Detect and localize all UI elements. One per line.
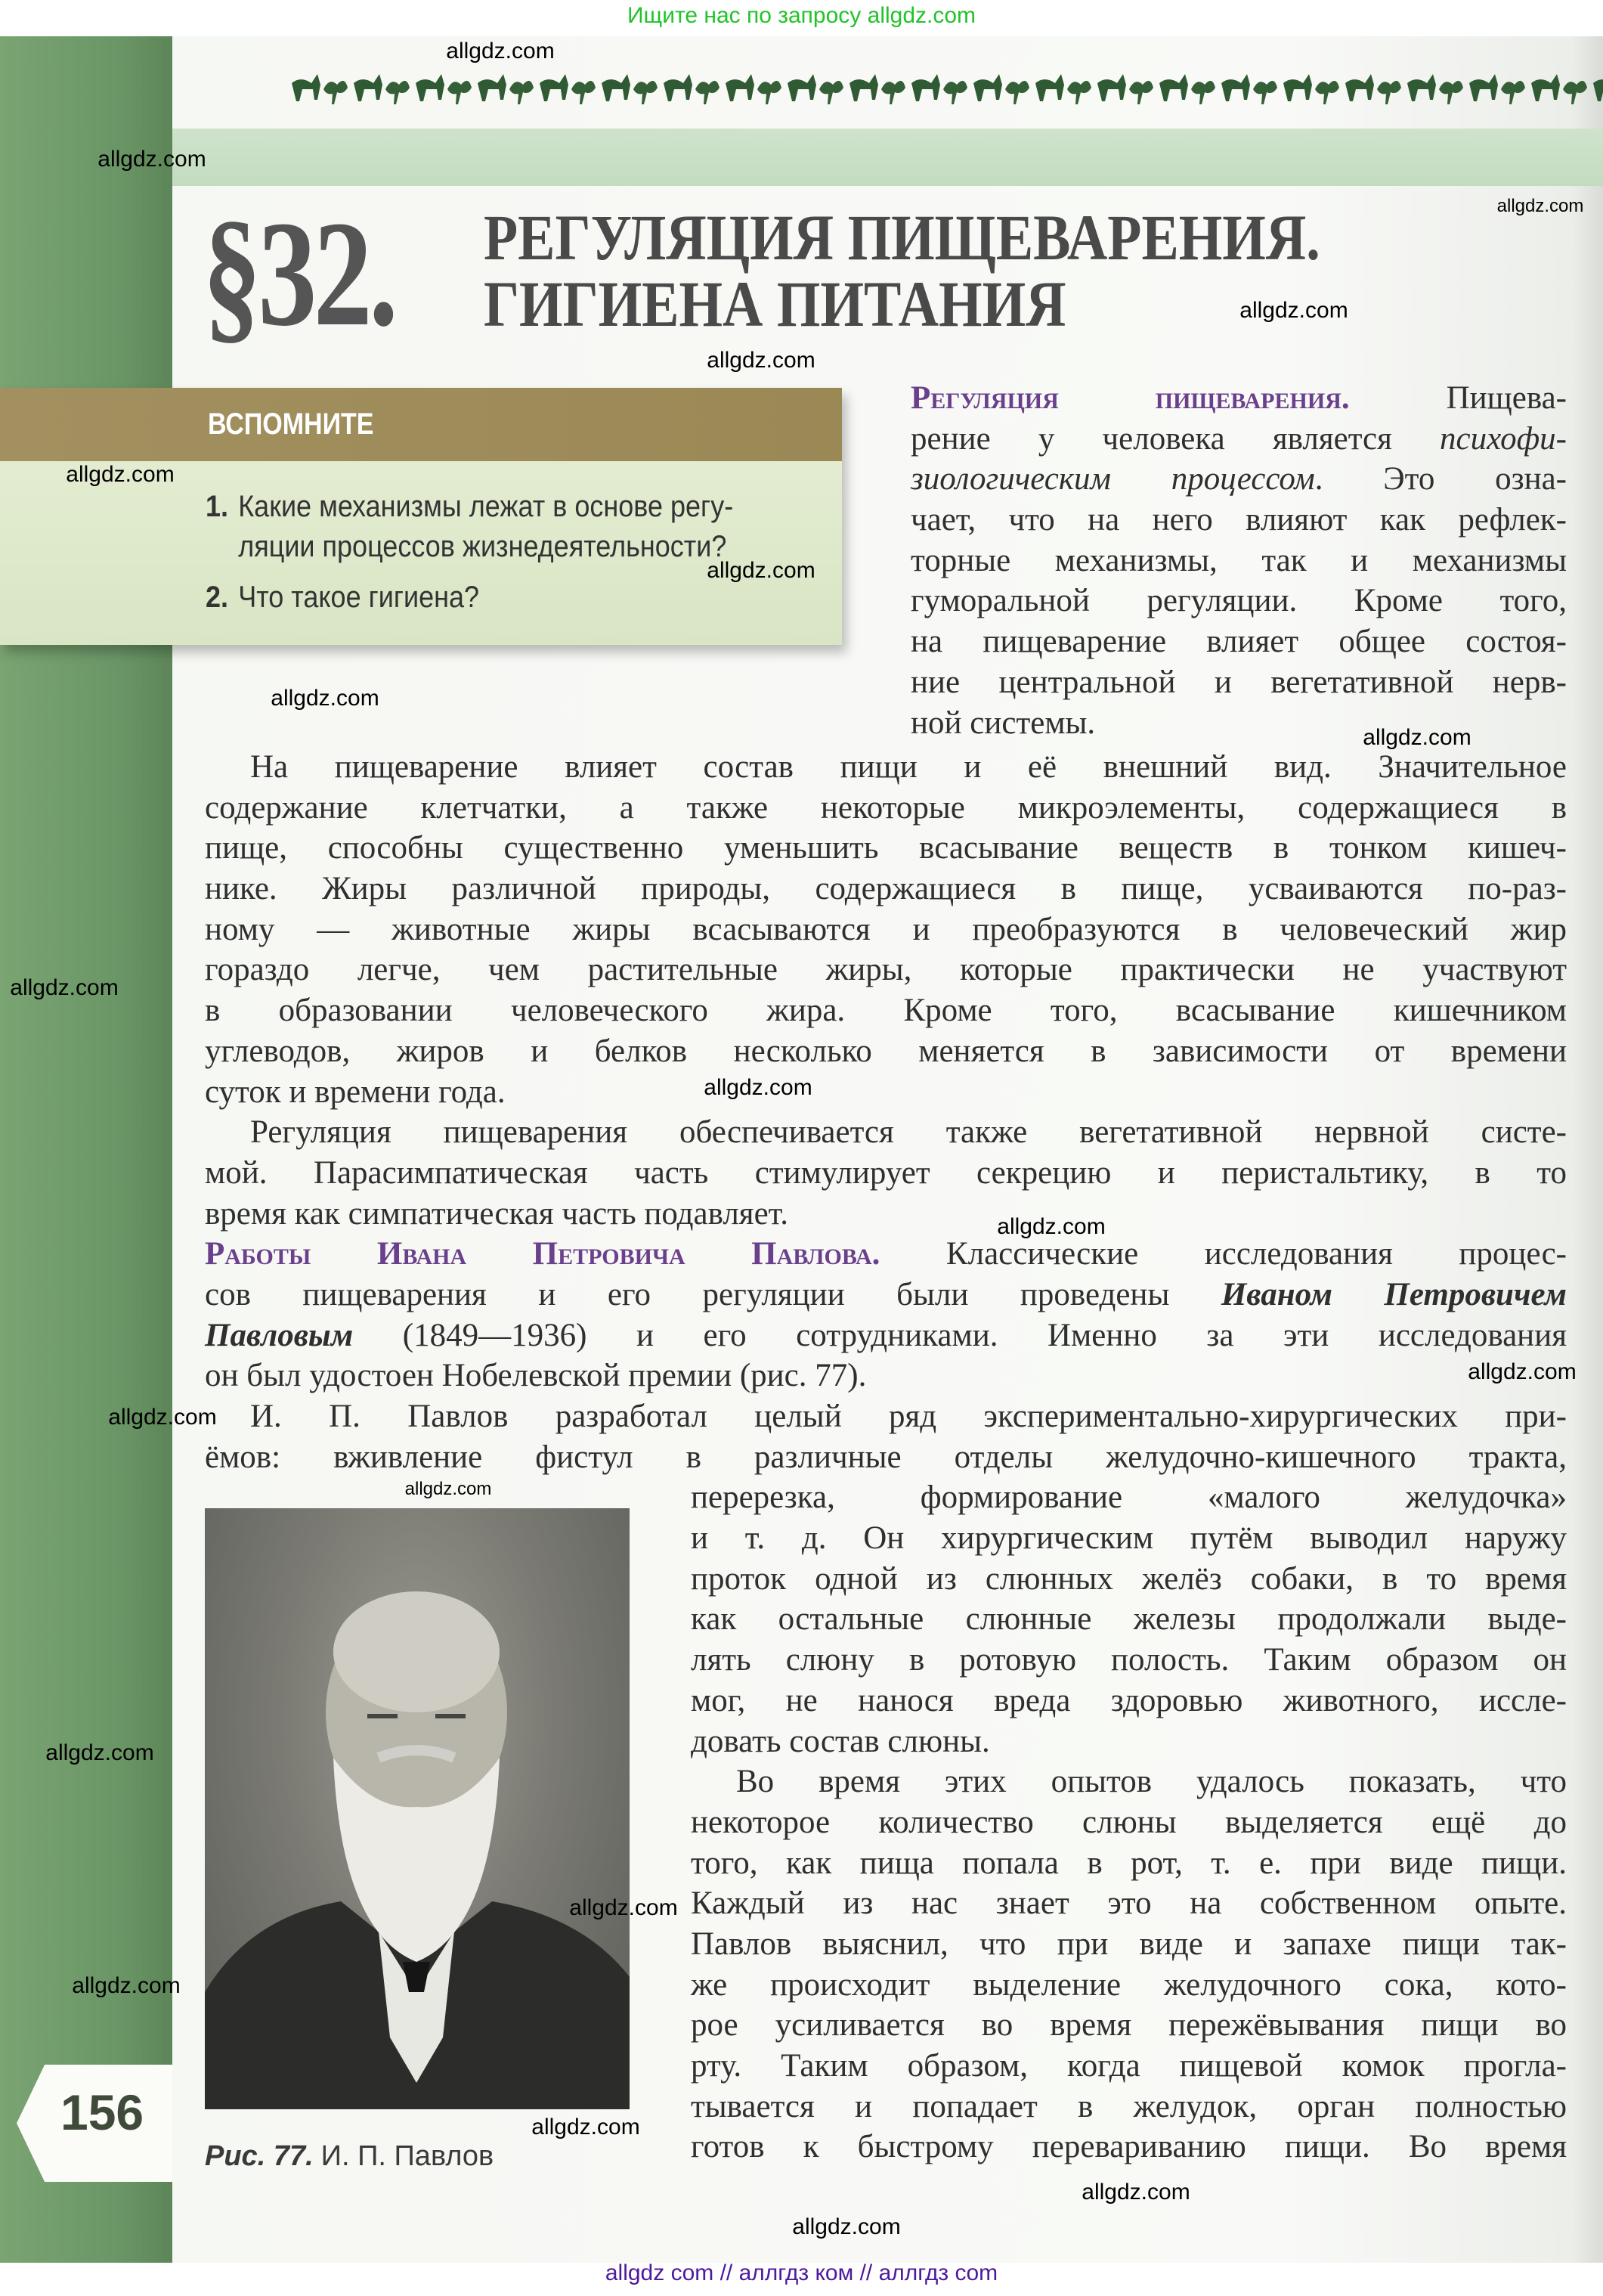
- section-heading: Работы Ивана Петровича Павлова.: [205, 1236, 880, 1272]
- text-line: [205, 1194, 1567, 1235]
- text-line: [205, 1234, 1567, 1275]
- textbook-page: [0, 36, 1603, 2263]
- text-segment: ние центральной и вегетативной нерв-: [911, 664, 1567, 700]
- text-segment: рение у человека является: [911, 420, 1441, 457]
- watermark: allgdz.com: [108, 1405, 217, 1430]
- text-line: [911, 621, 1567, 662]
- search-hint-banner: Ищите нас по запросу allgdz.com: [627, 3, 976, 28]
- text-segment: ёмов: вживление фистул в различные отделы желудочно-кишечного тракта,: [205, 1439, 1567, 1475]
- text-line: [911, 419, 1567, 460]
- text-segment: он был удостоен Нобелевской премии (рис. 77).: [205, 1358, 867, 1394]
- text-line: [205, 950, 1567, 990]
- text-line: [691, 1924, 1567, 1965]
- text-segment: пище, способны существенно уменьшить всасывание веществ в тонком кишеч-: [205, 830, 1567, 866]
- watermark: allgdz.com: [1239, 298, 1348, 323]
- text-line: [205, 1112, 1567, 1153]
- text-segment: торные механизмы, так и механизмы: [911, 542, 1567, 578]
- text-segment: мог, не нанося вреда здоровью животного, иссле-: [691, 1682, 1567, 1718]
- text-line: [911, 459, 1567, 500]
- question-2: [206, 578, 763, 618]
- watermark: allgdz.com: [66, 462, 175, 487]
- text-segment: время как симпатическая часть подавляет.: [205, 1195, 788, 1232]
- watermark: allgdz.com: [271, 686, 379, 711]
- text-segment: готов к быстрому перевариванию пищи. Во время: [691, 2129, 1567, 2165]
- text-segment: довать состав слюны.: [691, 1723, 990, 1759]
- text-line: [691, 1762, 1567, 1802]
- watermark: allgdz.com: [707, 558, 815, 583]
- text-segment: На пищеварение влияет состав пищи и её внешний вид. Значительное: [250, 749, 1567, 785]
- text-line: [691, 1681, 1567, 1721]
- question-text-cont: ляции процессов жизнедеятельности?: [238, 530, 727, 563]
- text-line: [205, 1315, 1567, 1356]
- portrait-image: [205, 1508, 630, 2109]
- text-line: [205, 1153, 1567, 1194]
- text-segment: суток и времени года.: [205, 1074, 506, 1110]
- text-line: [205, 1437, 1567, 1478]
- watermark: allgdz.com: [997, 1214, 1106, 1239]
- watermark: allgdz.com: [1082, 2180, 1190, 2205]
- text-line: [205, 1031, 1567, 1072]
- text-line: [911, 662, 1567, 703]
- watermark: allgdz.com: [1468, 1359, 1577, 1384]
- watermark: allgdz.com: [1363, 725, 1471, 750]
- title-line-1: РЕГУЛЯЦИЯ ПИЩЕВАРЕНИЯ.: [484, 201, 1320, 274]
- text-segment: Пищева-: [1349, 380, 1567, 416]
- pavlov-portrait: [205, 1508, 630, 2109]
- emphasis-text: Иваном Петровичем: [1221, 1276, 1567, 1312]
- text-segment: Во время этих опытов удалось показать, что: [736, 1764, 1567, 1800]
- text-line: [691, 1883, 1567, 1924]
- text-segment: ной системы.: [911, 705, 1096, 741]
- text-segment: тывается и попадает в желудок, орган полностью: [691, 2088, 1567, 2124]
- text-line: [691, 1559, 1567, 1600]
- text-segment: ному — животные жиры всасываются и преобразуются в человеческий жир: [205, 911, 1567, 947]
- text-line: [205, 909, 1567, 950]
- text-line: [911, 378, 1567, 419]
- watermark: allgdz.com: [707, 348, 815, 373]
- text-line: [691, 1640, 1567, 1681]
- text-segment: углеводов, жиров и белков несколько меняется в зависимости от времени: [205, 1033, 1567, 1069]
- text-line: [691, 1599, 1567, 1640]
- text-line: [205, 828, 1567, 869]
- animal-ornament: [287, 67, 1603, 112]
- text-segment: гуморальной регуляции. Кроме того,: [911, 583, 1567, 619]
- footer-links: allgdz com // аллгдз ком // аллгдз com: [605, 2260, 998, 2285]
- remember-title: ВСПОМНИТЕ: [208, 407, 374, 441]
- text-line: [691, 2087, 1567, 2127]
- text-segment: и т. д. Он хирургическим путём выводил наружу: [691, 1520, 1567, 1557]
- text-segment: нике. Жиры различной природы, содержащиеся в пище, усваиваются по-раз-: [205, 871, 1567, 907]
- text-line: [691, 2046, 1567, 2087]
- question-1: [206, 487, 763, 567]
- text-segment: содержание клетчатки, а также некоторые микроэлементы, содержащиеся в: [205, 789, 1567, 826]
- text-segment: в образовании человеческого жира. Кроме того, всасывание кишечником: [205, 993, 1567, 1029]
- text-segment: Павлов выяснил, что при виде и запахе пищи так-: [691, 1926, 1567, 1962]
- text-segment: Каждый из нас знает это на собственном опыте.: [691, 1885, 1567, 1922]
- text-line: [911, 541, 1567, 581]
- watermark: allgdz.com: [97, 147, 206, 172]
- watermark: allgdz.com: [1496, 196, 1584, 216]
- text-segment: перерезка, формирование «малого желудочка»: [691, 1480, 1567, 1516]
- text-line: [205, 747, 1567, 788]
- text-segment: Регуляция пищеварения обеспечивается также вегетативной нервной систе-: [250, 1114, 1567, 1151]
- text-segment: на пищеварение влияет общее состоя-: [911, 624, 1567, 660]
- text-segment: гораздо легче, чем растительные жиры, которые практически не участвуют: [205, 952, 1567, 988]
- title-line-2: ГИГИЕНА ПИТАНИЯ: [484, 268, 1066, 340]
- text-segment: некоторое количество слюны выделяется ещё до: [691, 1804, 1567, 1840]
- watermark: allgdz.com: [446, 39, 555, 64]
- text-line: [691, 2127, 1567, 2167]
- text-line: [911, 500, 1567, 541]
- text-line: [205, 1275, 1567, 1315]
- text-segment: (1849—1936) и его сотрудниками. Именно за эти исследования: [353, 1317, 1567, 1353]
- text-segment: рту. Таким образом, когда пищевой комок прогла-: [691, 2048, 1567, 2084]
- remember-questions: [0, 461, 842, 645]
- watermark: allgdz.com: [45, 1740, 154, 1765]
- watermark: allgdz.com: [10, 975, 119, 1000]
- text-segment: проток одной из слюнных желёз собаки, в то время: [691, 1560, 1567, 1597]
- text-line: [691, 1721, 1567, 1762]
- text-segment: же происходит выделение желудочного сока, кото-: [691, 1966, 1567, 2003]
- text-segment: . Это озна-: [1314, 461, 1567, 497]
- text-line: [205, 869, 1567, 909]
- watermark: allgdz.com: [531, 2115, 640, 2140]
- remember-header: [0, 388, 842, 461]
- text-line: [205, 990, 1567, 1031]
- watermark: allgdz.com: [404, 1479, 492, 1499]
- text-segment: чает, что на него влияют как рефлек-: [911, 502, 1567, 538]
- question-text: Какие механизмы лежат в основе регу-: [238, 490, 734, 523]
- text-line: [205, 1072, 1567, 1113]
- text-segment: как остальные слюнные железы продолжали выде-: [691, 1601, 1567, 1638]
- text-line: [691, 1843, 1567, 1884]
- watermark: allgdz.com: [792, 2214, 901, 2239]
- paragraph-number: §32.: [203, 191, 395, 358]
- text-segment: рое усиливается во время пережёвывания пищи во: [691, 2007, 1567, 2043]
- emphasis-text: зиологическим процессом: [911, 461, 1315, 497]
- watermark: allgdz.com: [704, 1075, 812, 1100]
- remember-box: [0, 388, 842, 645]
- text-line: [691, 1802, 1567, 1843]
- text-line: [691, 1965, 1567, 2006]
- question-text: Что такое гигиена?: [238, 581, 480, 614]
- text-segment: мой. Парасимпатическая часть стимулирует секрецию и перистальтику, в то: [205, 1154, 1567, 1191]
- text-line: [911, 581, 1567, 621]
- text-line: [691, 1477, 1567, 1518]
- text-line: [205, 1396, 1567, 1437]
- watermark: allgdz.com: [72, 1973, 181, 1998]
- text-segment: лять слюну в ротовую полость. Таким образом он: [691, 1642, 1567, 1678]
- page-edge-strip: [0, 36, 175, 2263]
- text-line: [691, 1518, 1567, 1559]
- running-header-stripe: [172, 129, 1603, 186]
- page-number: 156: [60, 2084, 144, 2140]
- figure-label: Рис. 77.: [205, 2140, 314, 2172]
- watermark: allgdz.com: [569, 1895, 678, 1920]
- emphasis-text: Павловым: [205, 1317, 354, 1353]
- question-number: 2.: [206, 581, 229, 614]
- figure-caption-text: И. П. Павлов: [320, 2140, 494, 2172]
- text-line: [205, 788, 1567, 829]
- text-line: [691, 2005, 1567, 2046]
- text-segment: того, как пища попала в рот, т. е. при виде пищи.: [691, 1845, 1567, 1881]
- figure-caption: [205, 2140, 494, 2173]
- text-segment: сов пищеварения и его регуляции были проведены: [205, 1276, 1221, 1312]
- text-segment: И. П. Павлов разработал целый ряд экспериментально-хирургических при-: [250, 1399, 1567, 1434]
- text-segment: Классические исследования процес-: [880, 1236, 1567, 1272]
- intro-column: [911, 378, 1567, 743]
- text-line: [205, 1356, 1567, 1396]
- section-heading: Регуляция пищеварения.: [911, 380, 1350, 416]
- emphasis-text: психофи-: [1440, 420, 1567, 457]
- page-title: [484, 201, 1320, 340]
- question-number: 1.: [206, 490, 229, 523]
